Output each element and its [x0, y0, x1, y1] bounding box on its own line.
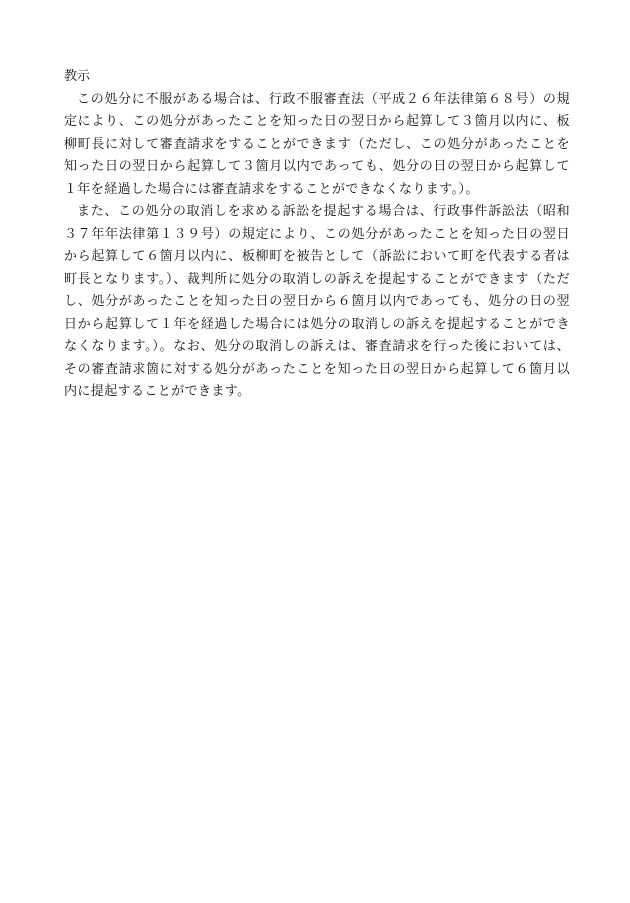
- document-body: [64, 66, 570, 404]
- section-heading: 教示: [64, 69, 91, 84]
- paragraph-administrative-appeal: この処分に不服がある場合は、行政不服審査法（平成２６年法律第６８号）の規定により、この処分があったことを知った日の翌日から起算して３箇月以内に、板柳町長に対して審査請求をすることができます（ただし、この処分があったことを知った日の翌日から起算して３箇月以内であっても、処分の日の翌日から起算して１年を経過した場合には審査請求をすることができなくなります。）。: [64, 91, 570, 197]
- paragraph-lawsuit: また、この処分の取消しを求める訴訟を提起する場合は、行政事件訴訟法（昭和３７年年法律第１３９号）の規定により、この処分があったことを知った日の翌日から起算して６箇月以内に、板柳町を被告として（訴訟において町を代表する者は町長となります。）、裁判所に処分の取消しの訴えを提起することができます（ただし、処分があったことを知った日の翌日から６箇月以内であっても、処分の日の翌日から起算して１年を経過した場合には処分の取消しの訴えを提起することができなくなります。）。なお、処分の取消しの訴えは、審査請求を行った後においては、その審査請求箇に対する処分があったことを知った日の翌日から起算して６箇月以内に提起することができます。: [64, 204, 570, 399]
